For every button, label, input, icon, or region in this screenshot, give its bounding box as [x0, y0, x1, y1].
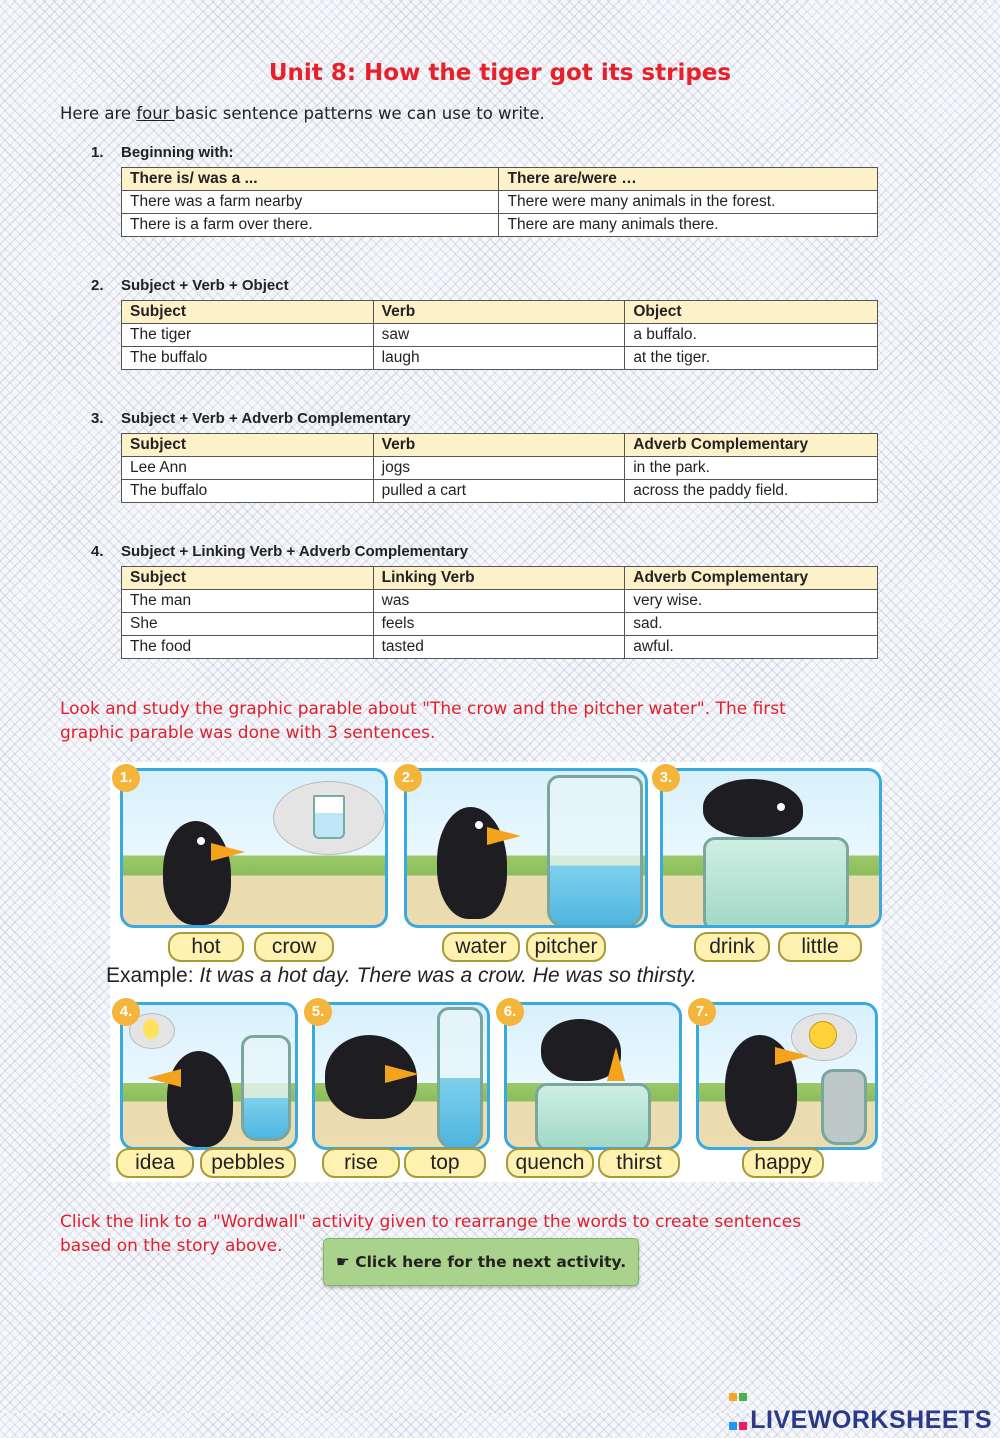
beak-icon: [775, 1047, 809, 1065]
beak-icon: [487, 827, 521, 845]
table-cell: The buffalo: [122, 347, 374, 370]
pitcher-icon: [547, 775, 643, 927]
link-instruction-line-2: based on the story above.: [60, 1236, 283, 1256]
table-cell: saw: [373, 324, 625, 347]
header-cell: Subject: [122, 567, 374, 590]
section-title: Subject + Verb + Adverb Complementary: [121, 410, 411, 427]
table-cell: at the tiger.: [625, 347, 878, 370]
link-instruction-line-1: Click the link to a "Wordwall" activity given to rearrange the words to create sentences: [60, 1212, 802, 1232]
brand-name: LIVEWORKSHEETS: [750, 1406, 992, 1434]
header-cell: Subject: [122, 301, 374, 324]
word-chip: pebbles: [200, 1148, 296, 1178]
section-number: 2.: [91, 277, 104, 294]
panel-number: 3.: [652, 764, 680, 792]
crow-icon: [437, 807, 507, 919]
table-cell: There was a farm nearby: [122, 191, 499, 214]
word-chip: crow: [254, 932, 334, 962]
example-text: It was a hot day. There was a crow. He was so thirsty.: [199, 964, 697, 987]
table-row: [122, 347, 878, 370]
table-row: [122, 191, 878, 214]
pattern-table-2: [121, 300, 878, 370]
comic-strip: [106, 762, 882, 1182]
comic-panel-7: [696, 1002, 878, 1150]
intro-text: [60, 104, 545, 123]
word-chip: little: [778, 932, 862, 962]
table-cell: tasted: [373, 636, 625, 659]
word-chip: pitcher: [526, 932, 606, 962]
word-chip: idea: [116, 1148, 194, 1178]
beak-icon: [607, 1047, 625, 1081]
section-title: Beginning with:: [121, 144, 234, 161]
table-header-row: [122, 168, 878, 191]
table-row: [122, 613, 878, 636]
crow-icon: [703, 779, 803, 837]
table-row: [122, 457, 878, 480]
table-cell: Lee Ann: [122, 457, 374, 480]
word-chip: quench: [506, 1148, 594, 1178]
section-4-label: [91, 543, 468, 560]
table-cell: The food: [122, 636, 374, 659]
pebble-jar-icon: [821, 1069, 867, 1145]
header-cell: Object: [625, 301, 878, 324]
section-3-label: [91, 410, 411, 427]
table-cell: awful.: [625, 636, 878, 659]
table-header-row: [122, 434, 878, 457]
section-number: 3.: [91, 410, 104, 427]
comic-panel-5: [312, 1002, 490, 1150]
table-cell: There is a farm over there.: [122, 214, 499, 237]
table-cell: There are many animals there.: [499, 214, 878, 237]
section-number: 4.: [91, 543, 104, 560]
panel-number: 5.: [304, 998, 332, 1026]
pitcher-icon: [437, 1007, 483, 1149]
section-title: Subject + Linking Verb + Adverb Complementary: [121, 543, 469, 560]
table-cell: was: [373, 590, 625, 613]
table-cell: There were many animals in the forest.: [499, 191, 878, 214]
table-cell: The buffalo: [122, 480, 374, 503]
eye-icon: [473, 819, 485, 831]
intro-before: Here are: [60, 104, 137, 123]
header-cell: Linking Verb: [373, 567, 625, 590]
beak-icon: [147, 1069, 181, 1087]
section-2-label: [91, 277, 289, 294]
glass-icon: [313, 795, 345, 839]
header-cell: Adverb Complementary: [625, 434, 878, 457]
table-cell: The man: [122, 590, 374, 613]
table-header-row: [122, 301, 878, 324]
intro-underlined: four: [136, 104, 175, 123]
comic-panel-1: [120, 768, 388, 928]
header-cell: Adverb Complementary: [625, 567, 878, 590]
eye-icon: [775, 801, 787, 813]
table-row: [122, 214, 878, 237]
brand-logo-icon: [728, 1380, 748, 1438]
next-activity-link-button[interactable]: ☛ Click here for the next activity.: [323, 1238, 639, 1286]
crow-icon: [167, 1051, 233, 1147]
comic-panel-2: [404, 768, 648, 928]
comic-panel-6: [504, 1002, 682, 1150]
table-row: [122, 324, 878, 347]
word-chip: water: [442, 932, 520, 962]
header-cell: Verb: [373, 434, 625, 457]
lightbulb-icon: [143, 1019, 159, 1039]
pattern-table-3: [121, 433, 878, 503]
word-chip: drink: [694, 932, 770, 962]
pitcher-icon: [703, 837, 849, 928]
pitcher-icon: [535, 1083, 651, 1150]
table-cell: in the park.: [625, 457, 878, 480]
table-row: [122, 636, 878, 659]
intro-after: basic sentence patterns we can use to write.: [174, 104, 545, 123]
section-1-label: [91, 144, 233, 161]
table-header-row: [122, 567, 878, 590]
study-instruction: [60, 697, 786, 745]
beak-icon: [211, 843, 245, 861]
word-chip: thirst: [598, 1148, 680, 1178]
header-cell: Subject: [122, 434, 374, 457]
table-row: [122, 480, 878, 503]
table-cell: very wise.: [625, 590, 878, 613]
eye-icon: [195, 835, 207, 847]
table-row: [122, 590, 878, 613]
header-cell: Verb: [373, 301, 625, 324]
word-chip: top: [404, 1148, 486, 1178]
pattern-table-4: [121, 566, 878, 659]
pattern-table-1: [121, 167, 878, 237]
word-chip: happy: [742, 1148, 824, 1178]
example-label: Example:: [106, 964, 200, 987]
table-cell: laugh: [373, 347, 625, 370]
table-cell: The tiger: [122, 324, 374, 347]
table-cell: pulled a cart: [373, 480, 625, 503]
table-cell: a buffalo.: [625, 324, 878, 347]
panel-number: 2.: [394, 764, 422, 792]
table-cell: feels: [373, 613, 625, 636]
word-chip: rise: [322, 1148, 400, 1178]
panel-number: 6.: [496, 998, 524, 1026]
section-number: 1.: [91, 144, 104, 161]
comic-panel-4: [120, 1002, 298, 1150]
study-instruction-line-2: graphic parable was done with 3 sentences.: [60, 723, 436, 743]
header-cell: There is/ was a ...: [122, 168, 499, 191]
table-cell: jogs: [373, 457, 625, 480]
section-title: Subject + Verb + Object: [121, 277, 289, 294]
word-chip: hot: [168, 932, 244, 962]
example-sentence: [106, 964, 697, 988]
table-cell: across the paddy field.: [625, 480, 878, 503]
study-instruction-line-1: Look and study the graphic parable about "The crow and the pitcher water". The first: [60, 699, 786, 719]
smiley-icon: [809, 1021, 837, 1049]
table-cell: She: [122, 613, 374, 636]
pitcher-icon: [241, 1035, 291, 1141]
panel-number: 1.: [112, 764, 140, 792]
beak-icon: [385, 1065, 419, 1083]
comic-panel-3: [660, 768, 882, 928]
brand-footer: [728, 1380, 992, 1438]
page-title: Unit 8: How the tiger got its stripes: [268, 60, 732, 86]
panel-number: 7.: [688, 998, 716, 1026]
panel-number: 4.: [112, 998, 140, 1026]
table-cell: sad.: [625, 613, 878, 636]
header-cell: There are/were …: [499, 168, 878, 191]
